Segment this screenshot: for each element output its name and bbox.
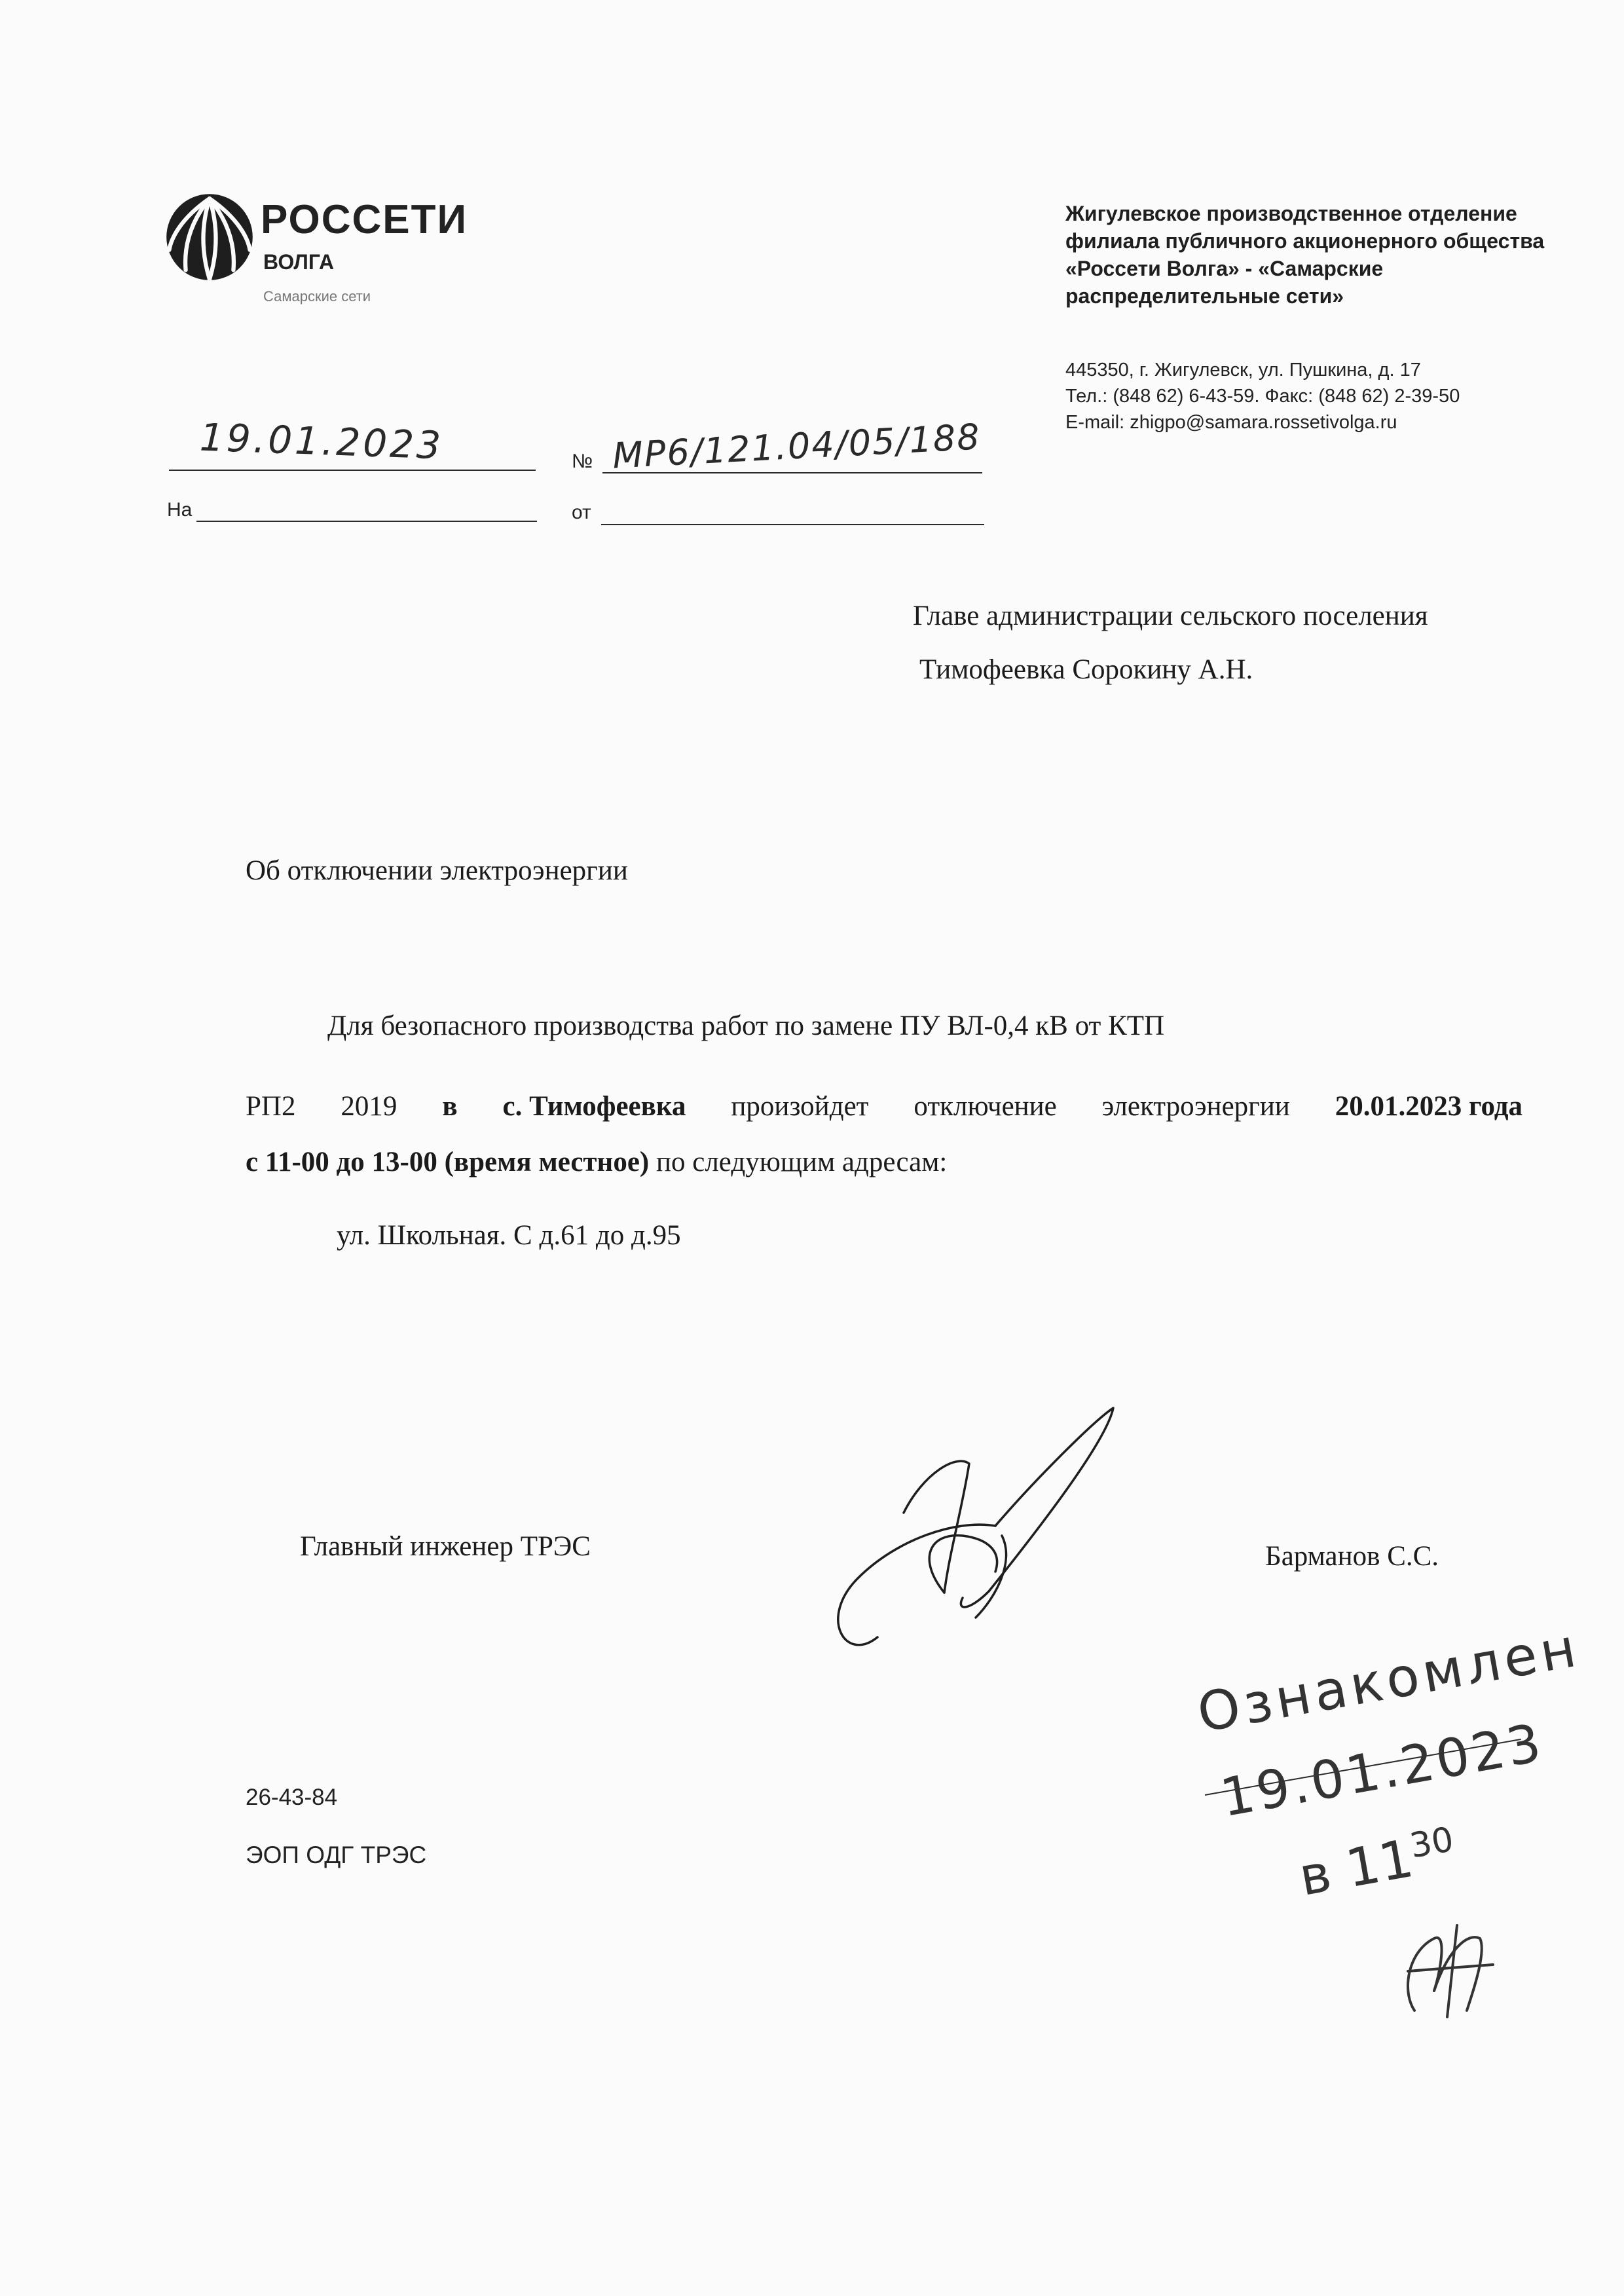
addressee-line: Главе администрации сельского поселения [913, 601, 1428, 631]
ot-label: от [572, 502, 591, 523]
body-word: в [442, 1091, 458, 1122]
organization-line: Жигулевское производственное отделение [1065, 202, 1517, 225]
body-word: 2019 [341, 1091, 397, 1122]
handwritten-note-time [1295, 1820, 1460, 1908]
organization-name [1065, 200, 1602, 310]
phone-fax-line: Тел.: (848 62) 6-43-59. Факс: (848 62) 2-39-50 [1065, 386, 1460, 407]
na-label: На [167, 499, 193, 521]
organization-line: распределительные сети» [1065, 284, 1344, 308]
handwritten-signature [805, 1401, 1120, 1676]
na-underline [196, 521, 537, 522]
handwritten-initials [1395, 1912, 1506, 2024]
number-underline [602, 472, 982, 473]
addressee-line: Тимофеевка Сорокину А.Н. [919, 654, 1253, 685]
body-word: произойдет [731, 1091, 869, 1122]
body-word: отключение [913, 1091, 1057, 1122]
contact-phone: 26-43-84 [246, 1785, 338, 1810]
body-word: РП2 [246, 1091, 296, 1122]
letter-subject: Об отключении электроэнергии [246, 855, 628, 886]
handwritten-date: 19.01.2023 [198, 415, 445, 468]
number-label: № [572, 451, 593, 472]
body-word: электроэнергии [1101, 1091, 1290, 1122]
village-name: с. Тимофеевка [502, 1091, 686, 1122]
logo-subbrand: Самарские сети [263, 288, 371, 305]
email-line: E-mail: zhigpo@samara.rossetivolga.ru [1065, 412, 1397, 433]
rosseti-logo-icon [164, 191, 255, 283]
address-line: 445350, г. Жигулевск, ул. Пушкина, д. 17 [1065, 360, 1421, 380]
handwritten-note-hour: в 11 [1294, 1828, 1418, 1908]
date-underline [169, 470, 536, 471]
signatory-name: Барманов С.С. [1265, 1541, 1439, 1572]
logo-brand: РОССЕТИ [261, 197, 468, 242]
signatory-position: Главный инженер ТРЭС [300, 1531, 591, 1562]
ot-underline [601, 524, 984, 525]
outage-date: 20.01.2023 года [1335, 1091, 1522, 1122]
handwritten-acknowledged: Ознакомлен [1192, 1616, 1585, 1745]
organization-line: филиала публичного акционерного общества [1065, 229, 1545, 253]
organization-contact [1065, 357, 1460, 435]
outage-address: ул. Школьная. С д.61 до д.95 [337, 1220, 681, 1251]
handwritten-note-date: 19.01.2023 [1215, 1712, 1548, 1829]
department-name: ЭОП ОДГ ТРЭС [246, 1842, 427, 1868]
body-paragraph-3 [246, 1146, 1522, 1178]
addressee [913, 589, 1428, 697]
organization-line: «Россети Волга» - «Самарские [1065, 257, 1384, 280]
body-paragraph-2 [246, 1090, 1522, 1122]
outage-time: с 11-00 до 13-00 (время местное) [246, 1147, 650, 1177]
handwritten-note-minutes: 30 [1407, 1819, 1457, 1866]
logo-region: ВОЛГА [263, 250, 335, 274]
body-text: по следующим адресам: [649, 1147, 948, 1177]
handwritten-number: МР6/121.04/05/188 [611, 416, 982, 477]
body-paragraph-1: Для безопасного производства работ по замене ПУ ВЛ-0,4 кВ от КТП [327, 1010, 1165, 1041]
